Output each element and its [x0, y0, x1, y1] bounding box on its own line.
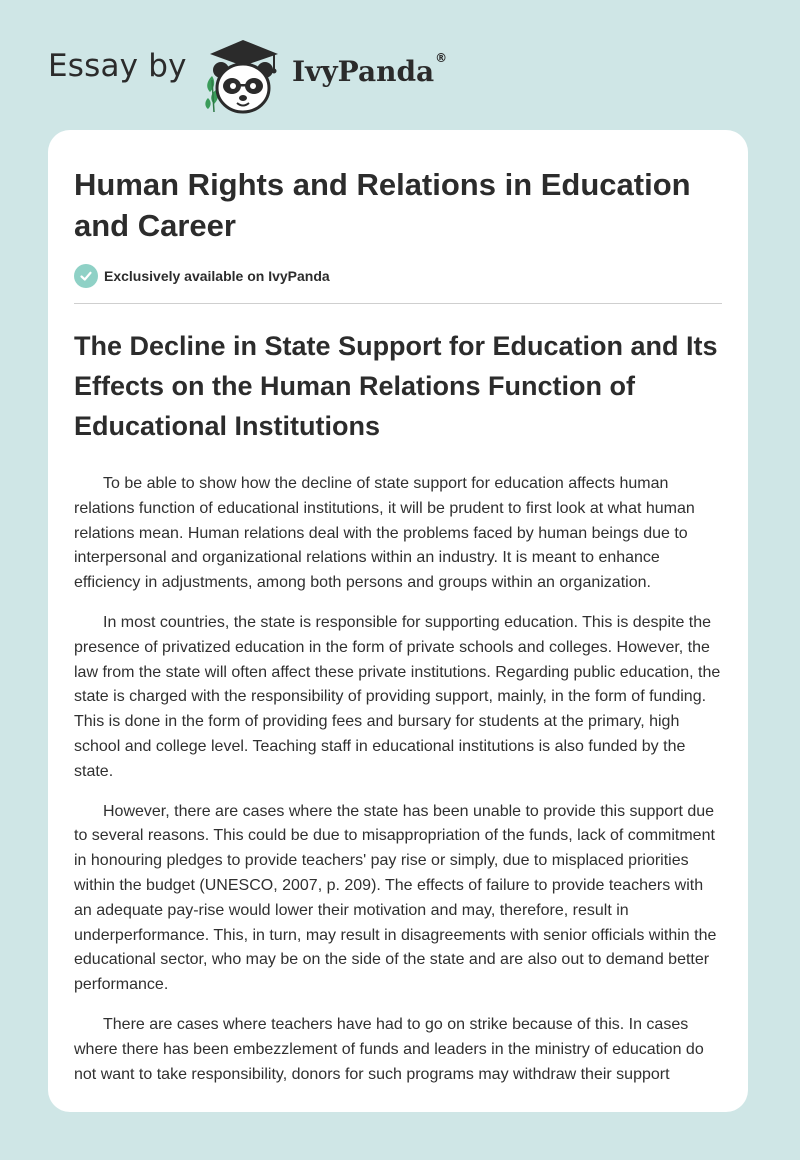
essay-by-label: Essay by: [48, 48, 187, 84]
divider: [74, 303, 722, 304]
page-title: Human Rights and Relations in Education and Career: [74, 167, 691, 243]
exclusive-label: Exclusively available on IvyPanda: [104, 268, 330, 284]
check-icon: [74, 264, 98, 288]
panda-graduate-icon[interactable]: [202, 36, 284, 116]
site-header: [48, 30, 508, 120]
essay-body: [74, 472, 722, 1087]
paragraph: There are cases where teachers have had to go on strike because of this. In cases where there has been embezzlement of funds and leaders in the ministry of education do not want to take responsibility, donors for such programs may withdraw their support: [74, 1015, 704, 1083]
brand-name[interactable]: [292, 51, 448, 88]
section-heading: The Decline in State Support for Education and Its Effects on the Human Relations Function of Educational Institutions: [74, 331, 718, 441]
registered-mark: ®: [435, 51, 448, 65]
paragraph: However, there are cases where the state has been unable to provide this support due to several reasons. This could be due to misappropriation of the funds, lack of commitment in honouring pledges to provide teachers' pay rise or simply, due to misplaced priorities within the budget (UNESCO, 2007, p. 209). The effects of failure to provide teachers with an adequate pay-rise would lower their motivation and may, therefore, result in underperformance. This, in turn, may result in disagreements with senior officials within the educational sector, who may be on the side of the state and are also out to demand better performance.: [74, 802, 717, 994]
essay-card: [48, 130, 748, 1112]
exclusive-badge: [74, 263, 722, 289]
brand-text: IvyPanda: [292, 55, 435, 88]
paragraph: In most countries, the state is responsible for supporting education. This is despite the presence of privatized education in the form of private schools and colleges. However, the law from the state will often affect these private institutions. Regarding public education, the state is charged with the responsibility of providing support, mainly, in the form of funding. This is done in the form of providing fees and bursary for students at the primary, high school and college level. Teaching staff in educational institutions is also funded by the state.: [74, 613, 721, 780]
paragraph: To be able to show how the decline of state support for education affects human relations function of educational institutions, it will be prudent to first look at what human relations mean. Human relations deal with the problems faced by human beings due to interpersonal and organizational relations within an industry. It is meant to enhance efficiency in adjustments, among both persons and groups within an organization.: [74, 475, 695, 592]
